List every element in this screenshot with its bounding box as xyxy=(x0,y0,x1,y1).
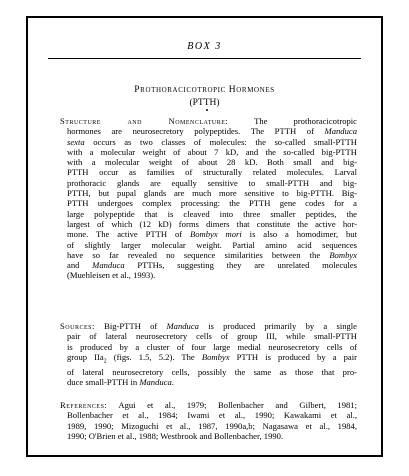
box-subtitle: (PTTH) xyxy=(189,98,220,108)
section-heading: References: xyxy=(60,400,108,410)
structure-paragraph xyxy=(60,116,357,281)
text-line: (Muehleisen et al., 1993). xyxy=(67,270,156,281)
section-heading: Sources: xyxy=(60,321,95,331)
decorative-dot xyxy=(206,109,208,111)
text-line: Bollenbacher et al., 1984; Iwami et al., 1990; Kawakami et al., xyxy=(67,410,357,421)
header-rule xyxy=(48,58,361,59)
section-heading: Structure and Nomenclature: xyxy=(60,116,229,126)
box-title: Prothoracicotropic Hormones xyxy=(134,85,275,95)
text-line: Structure and Nomenclature: The prothoracicotropic xyxy=(60,116,357,126)
text-line: of slightly larger molecular weight. Partial amino acid sequences xyxy=(67,239,357,250)
text-line: and Manduca PTTHs, suggesting they are unrelated molecules xyxy=(67,260,357,271)
text-line: sexta occurs as two classes of molecules: the so-called small-PTTH xyxy=(67,136,357,147)
text-line: large polypeptide that is cleaved into three smaller peptides, the xyxy=(67,208,357,219)
text-line: is produced by a cluster of four large medial neurosecretory cells of xyxy=(67,341,357,352)
text-line: PTTH undergoes complex processing: the PTTH gene codes for a xyxy=(67,198,357,209)
text-line: group IIa$_2$ (figs. 1.5, 5.2). The Bombyx PTTH is produced by a pair xyxy=(67,351,357,365)
text-line: with a molecular weight of about 28 kD. Both small and big- xyxy=(67,157,357,168)
box-label: BOX 3 xyxy=(187,41,222,52)
text-line: duce small-PTTH in Manduca. xyxy=(67,377,174,388)
sidebar-box xyxy=(26,16,383,457)
text-line: PTTH occur as families of structurally related molecules. Larval xyxy=(67,167,357,178)
text-line: prothoracic glands are equally sensitive to small-PTTH and big- xyxy=(67,177,357,188)
text-line: mone. The active PTTH of Bombyx mori is also a homodimer, but xyxy=(67,229,357,240)
text-line: PTTH, but pupal glands are much more sensitive to big-PTTH. Big- xyxy=(67,188,357,199)
text-line: 1990; O'Brien et al., 1988; Westbrook and Bollenbacher, 1990. xyxy=(67,430,284,441)
text-line: with a molecular weight of about 7 kD, and the so-called big-PTTH xyxy=(67,146,357,157)
sources-paragraph xyxy=(60,321,357,388)
text-line: hormones are neurosecretory polypeptides. The PTTH of Manduca xyxy=(67,126,357,137)
text-line: Sources: Big-PTTH of Manduca is produced primarily by a single xyxy=(60,321,357,331)
text-line: have so far revealed no sequence similarities between the Bombyx xyxy=(67,249,357,260)
text-line: of lateral neurosecretory cells, possibly the same as those that pro- xyxy=(67,366,357,377)
text-line: largest of which (12 kD) forms dimers that constitute the active hor- xyxy=(67,218,357,229)
references-paragraph xyxy=(60,400,357,441)
text-line: 1989, 1990; Mizoguchi et al., 1987, 1990a,b; Nagasawa et al., 1984, xyxy=(67,420,357,431)
text-line: pair of lateral neurosecretory cells of group III, while small-PTTH xyxy=(67,331,357,342)
text-line: References: Agui et al., 1979; Bollenbacher and Gilbert, 1981; xyxy=(60,400,357,410)
